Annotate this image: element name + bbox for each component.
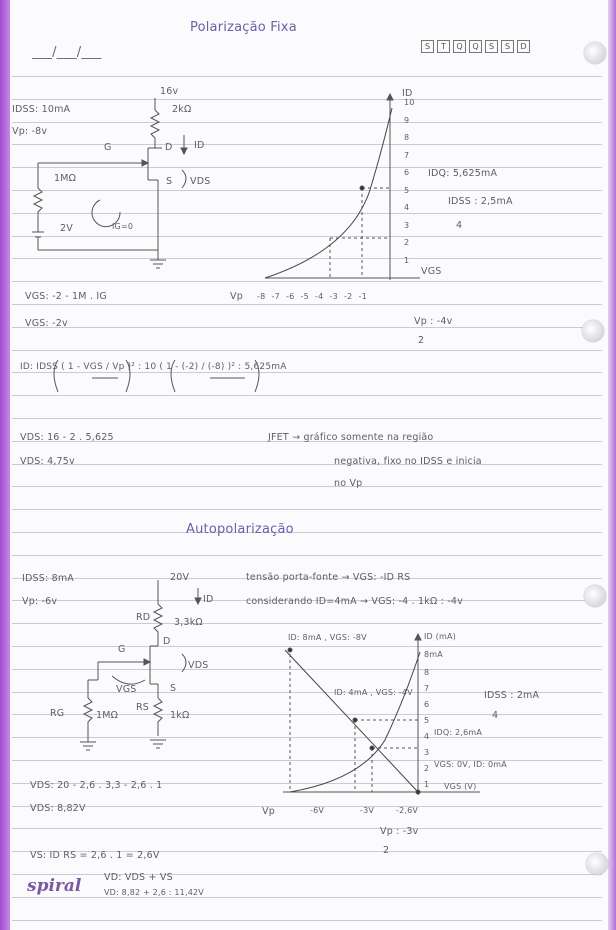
weekday-box[interactable]: T xyxy=(437,40,450,53)
idss-self: IDSS: 8mA xyxy=(22,573,74,584)
weekday-box[interactable]: S xyxy=(485,40,498,53)
idq-fixed: IDQ: 5,625mA xyxy=(428,168,498,179)
vgs-axis-fixed: VGS xyxy=(421,266,442,277)
page-title: Polarização Fixa xyxy=(190,20,297,35)
tick-label: -3V xyxy=(360,806,375,815)
tick-label: 2 xyxy=(424,764,430,773)
id-axis-fixed: ID xyxy=(402,88,413,99)
vd-equation-1: VD: VDS + VS xyxy=(104,872,173,883)
id-axis-self: ID (mA) xyxy=(424,632,456,641)
tick-label: 1 xyxy=(424,780,430,789)
id-top-self: 8mA xyxy=(424,650,443,659)
tick-label: -6 xyxy=(286,292,295,301)
line-label-1: ID: 8mA , VGS: -8V xyxy=(288,633,367,642)
idss-quarter-fixed: IDSS : 2,5mA xyxy=(448,196,513,207)
tick-label: 3 xyxy=(404,220,410,230)
vgs-axis-self: VGS (V) xyxy=(444,782,477,791)
spiral-logo: spiral xyxy=(27,876,82,896)
tick-label: -2,6V xyxy=(396,806,419,815)
tick-label: -5 xyxy=(300,292,309,301)
vgg-fixed: 2V xyxy=(60,223,73,234)
tick-label: 7 xyxy=(424,684,430,693)
vds-equation-1: VDS: 16 - 2 . 5,625 xyxy=(20,432,114,443)
gate-label: G xyxy=(104,142,112,153)
vp-axis-label-self: Vp xyxy=(262,806,275,817)
drain-label: D xyxy=(165,142,173,153)
idss-quarter-self: IDSS : 2mA xyxy=(484,690,540,701)
vdd-self: 20V xyxy=(170,572,190,583)
self-note-2: considerando ID=4mA → VGS: -4 . 1kΩ : -4v xyxy=(246,596,463,607)
tick-label: -2 xyxy=(344,292,353,301)
vd-equation-2: VD: 8,82 + 2,6 : 11,42V xyxy=(104,888,204,897)
tick-label: 5 xyxy=(404,185,410,195)
vgs-label-self: VGS xyxy=(116,684,137,695)
id-label-fixed: ID xyxy=(194,140,205,151)
tick-label: -1 xyxy=(358,292,367,301)
rg-label-self: RG xyxy=(50,708,65,719)
rs-self: 1kΩ xyxy=(170,710,190,721)
self-note-1: tensão porta-fonte → VGS: -ID RS xyxy=(246,572,411,583)
vds-label-self: VDS xyxy=(188,660,209,671)
source-label-self: S xyxy=(170,683,177,694)
tick-label: 6 xyxy=(404,168,410,177)
rd-label-self: RD xyxy=(136,612,151,623)
vp-half-self: Vp : -3v xyxy=(380,826,419,837)
rg-self: 1MΩ xyxy=(96,710,119,721)
weekday-box[interactable]: Q xyxy=(469,40,482,53)
id-label-self: ID xyxy=(203,594,214,605)
date-field: ___/___/___ xyxy=(32,45,102,60)
tick-label: 5 xyxy=(424,716,430,725)
shockley-equation: ID: IDSS ( 1 - VGS / Vp )² : 10 ( 1 - (-2) / (-8) )² : 5,625mA xyxy=(20,362,287,372)
drain-label-self: D xyxy=(163,636,171,647)
tick-label: 3 xyxy=(424,748,430,757)
tick-label: -8 xyxy=(257,292,266,301)
vp-half-den-self: 2 xyxy=(383,845,390,856)
idq-self: IDQ: 2,6mA xyxy=(434,728,483,737)
weekday-box[interactable]: S xyxy=(501,40,514,53)
line-label-2: ID: 4mA , VGS: -4V xyxy=(334,688,413,697)
vds-self-equation-2: VDS: 8,82V xyxy=(30,803,86,814)
vgs-equation-1: VGS: -2 - 1M . IG xyxy=(25,291,107,302)
ig-label: IG=0 xyxy=(112,222,134,231)
tick-label: -3 xyxy=(329,292,338,301)
rd-fixed: 2kΩ xyxy=(172,104,192,115)
vgs-equation-2: VGS: -2v xyxy=(25,318,68,329)
vp-axis-label-fixed: Vp xyxy=(230,291,243,302)
section-title-self: Autopolarização xyxy=(186,522,294,537)
idss-quarter-den-self: 4 xyxy=(492,710,499,721)
idss-fixed: IDSS: 10mA xyxy=(12,104,71,115)
tick-label: -4 xyxy=(315,292,324,301)
tick-label: 2 xyxy=(404,238,410,247)
tick-label: 6 xyxy=(424,700,430,709)
idss-quarter-den-fixed: 4 xyxy=(456,220,463,231)
vds-equation-2: VDS: 4,75v xyxy=(20,456,75,467)
vp-half-den-fixed: 2 xyxy=(418,335,425,346)
tick-label: -7 xyxy=(271,292,280,301)
jfet-note-3: no Vp xyxy=(334,478,363,489)
vp-half-fixed: Vp : -4v xyxy=(414,316,453,327)
vds-self-equation-1: VDS: 20 - 2,6 . 3,3 - 2,6 . 1 xyxy=(30,780,163,791)
weekday-box[interactable]: D xyxy=(517,40,530,53)
vp-self: Vp: -6v xyxy=(22,596,58,607)
jfet-note-1: JFET → gráfico somente na região xyxy=(268,432,434,443)
tick-label: -6V xyxy=(310,806,325,815)
jfet-note-2: negativa, fixo no IDSS e inicia xyxy=(334,456,482,467)
vdd-fixed: 16v xyxy=(160,86,179,97)
rg-fixed: 1MΩ xyxy=(54,173,77,184)
tick-label: 4 xyxy=(404,203,410,212)
weekday-box[interactable]: Q xyxy=(453,40,466,53)
rs-label-self: RS xyxy=(136,702,150,713)
vds-label-fixed: VDS xyxy=(190,176,211,187)
source-label: S xyxy=(166,176,173,187)
tick-label: 8 xyxy=(424,668,430,677)
tick-label: 9 xyxy=(404,115,410,125)
tick-label: 8 xyxy=(404,133,410,142)
tick-label: 7 xyxy=(404,150,410,160)
vp-fixed: Vp: -8v xyxy=(12,126,48,137)
tick-label: 4 xyxy=(424,732,430,741)
vgs-zero-self: VGS: 0V, ID: 0mA xyxy=(434,760,507,769)
gate-label-self: G xyxy=(118,644,126,655)
weekday-box[interactable]: S xyxy=(421,40,434,53)
vs-equation: VS: ID RS = 2,6 . 1 = 2,6V xyxy=(30,850,160,861)
tick-label: 1 xyxy=(404,255,410,265)
rd-self: 3,3kΩ xyxy=(174,617,203,628)
tick-label: 10 xyxy=(404,98,415,107)
